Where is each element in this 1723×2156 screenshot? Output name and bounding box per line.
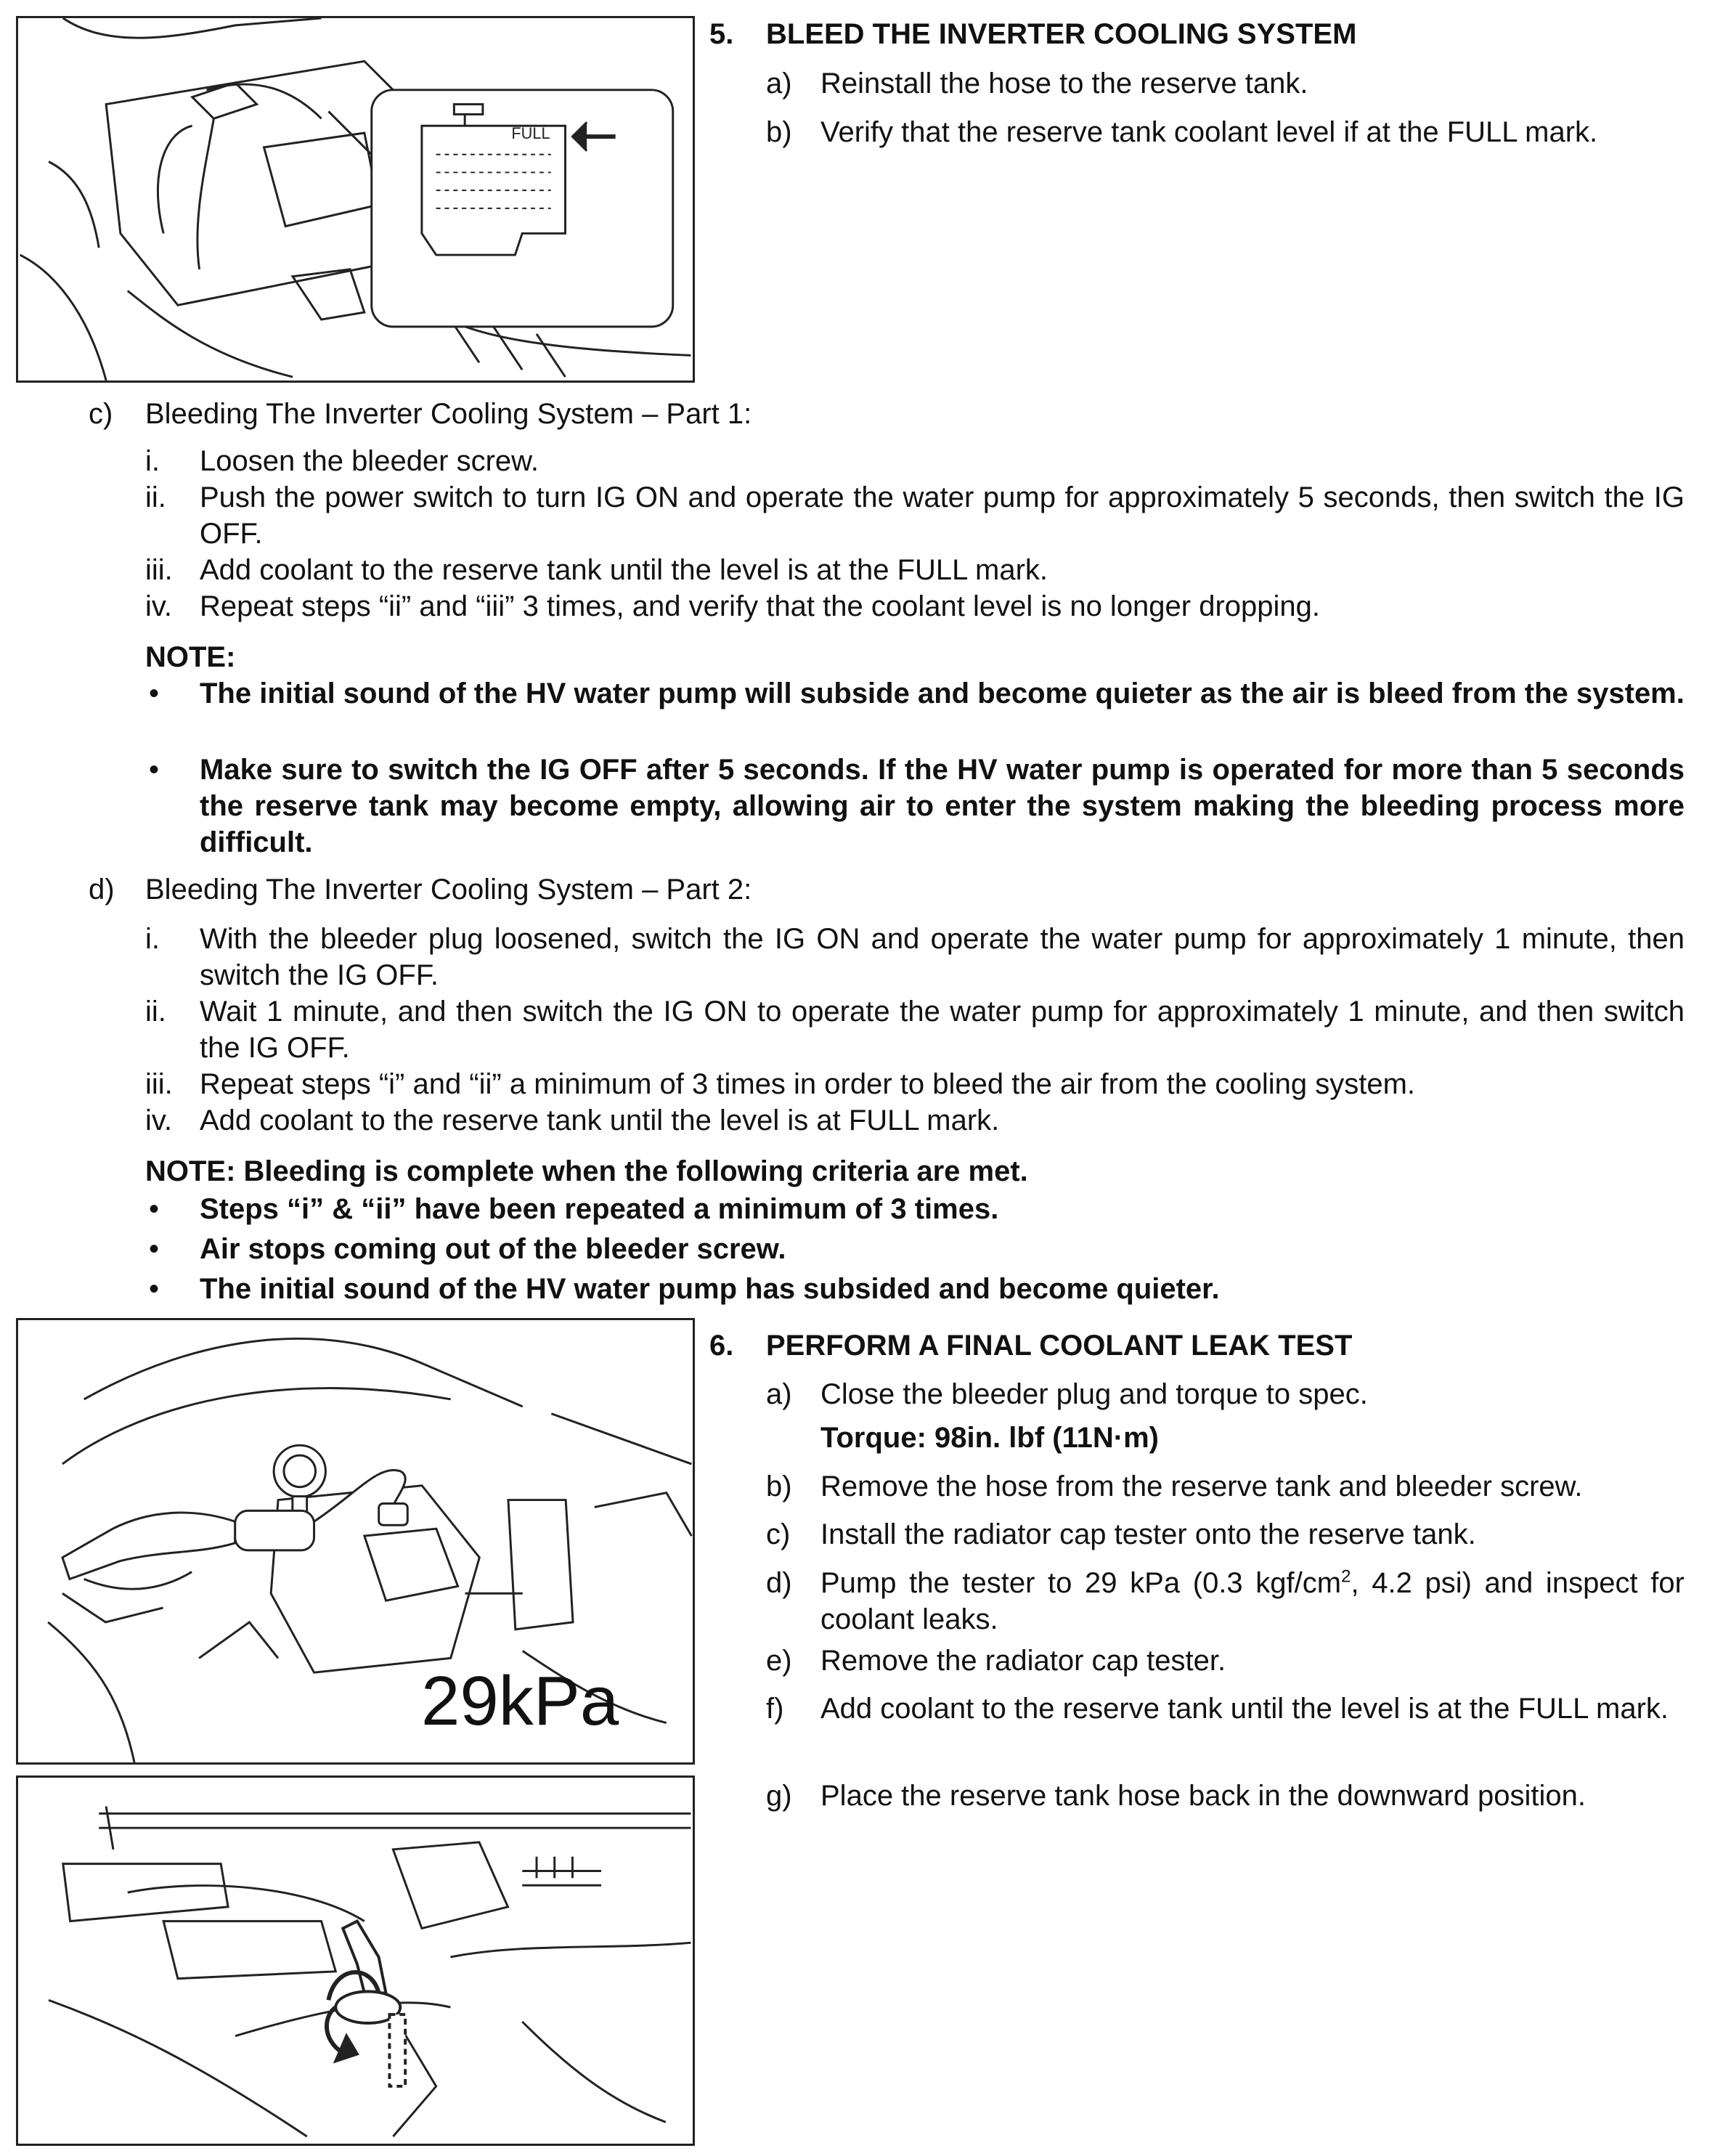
step6-item-g-marker: g) [766,1780,792,1812]
part2-step-iii: Repeat steps “i” and “ii” a minimum of 3 times in order to bleed the air from the cooling system. [200,1068,1416,1100]
part2-step-iv: Add coolant to the reserve tank until the level is at FULL mark. [200,1105,1000,1136]
step5-item-a-marker: a) [766,68,792,99]
part2-note-title: NOTE: Bleeding is complete when the following criteria are met. [145,1155,1028,1187]
bullet-icon: • [149,754,160,786]
pressure-label: 29kPa [421,1662,619,1740]
part1-step-i: Loosen the bleeder screw. [200,445,539,477]
part1-step-iv-marker: iv. [145,590,173,622]
part1-step-i-marker: i. [145,445,160,477]
step6-item-a-marker: a) [766,1378,792,1410]
step6-item-d-pre: Pump the tester to 29 kPa (0.3 kgf/cm [820,1567,1342,1599]
part2-note-3: The initial sound of the HV water pump has subsided and become quieter. [200,1273,1220,1305]
step6-item-c: Install the radiator cap tester onto the reserve tank. [820,1518,1476,1550]
step5-item-a: Reinstall the hose to the reserve tank. [820,68,1308,99]
part1-step-ii: Push the power switch to turn IG ON and operate the water pump for approximately 5 seconds, then switch the IG OFF. [200,481,1685,550]
step6-item-d-sup: 2 [1341,1566,1351,1587]
step6-torque-spec: Torque: 98in. lbf (11N·m) [820,1422,1159,1454]
part2-step-iii-marker: iii. [145,1068,173,1100]
part2-note-1: Steps “i” & “ii” have been repeated a minimum of 3 times. [200,1193,999,1225]
part1-note-2: Make sure to switch the IG OFF after 5 seconds. If the HV water pump is operated for more than 5 seconds the reserve tank may become empty, allowing air to enter the system making the bleeding process more difficult. [200,754,1685,858]
part2-note-2: Air stops coming out of the bleeder screw. [200,1233,786,1265]
engine-bay-illustration [18,18,693,381]
figure-cap-tester [16,1318,695,1765]
step6-title: PERFORM A FINAL COOLANT LEAK TEST [766,1330,1353,1362]
figure-reserve-tank-hose [16,1775,695,2146]
part1-title: Bleeding The Inverter Cooling System – Part 1: [145,398,752,430]
step5-title: BLEED THE INVERTER COOLING SYSTEM [766,18,1357,50]
step6-item-a: Close the bleeder plug and torque to spec. [820,1378,1368,1410]
full-mark-label: FULL [511,124,550,143]
reserve-tank-hose-illustration [18,1778,693,2144]
step6-item-b-marker: b) [766,1470,792,1502]
bullet-icon: • [149,1193,160,1225]
part1-note-title: NOTE: [145,641,236,673]
part2-marker: d) [89,874,115,906]
part1-step-iv: Repeat steps “ii” and “iii” 3 times, and verify that the coolant level is no longer dropping. [200,590,1321,622]
step5-item-b-marker: b) [766,116,792,148]
part1-marker: c) [89,398,113,430]
step6-item-b: Remove the hose from the reserve tank and bleeder screw. [820,1470,1583,1502]
step6-item-e: Remove the radiator cap tester. [820,1645,1226,1677]
part1-note-1: The initial sound of the HV water pump will subside and become quieter as the air is bleed from the system. [200,678,1685,709]
bullet-icon: • [149,1273,160,1305]
step6-item-d-marker: d) [766,1567,792,1599]
bullet-icon: • [149,1233,160,1265]
bullet-icon: • [149,678,160,709]
step6-item-f-marker: f) [766,1693,784,1725]
step6-item-d-post: , 4.2 psi) and inspect for coolant leaks. [820,1567,1685,1635]
step6-item-e-marker: e) [766,1645,792,1677]
part2-step-ii-marker: ii. [145,996,166,1028]
figure-reserve-tank-full [16,16,695,383]
step5-number: 5. [709,18,734,50]
part2-title: Bleeding The Inverter Cooling System – Part 2: [145,874,752,906]
part2-step-ii: Wait 1 minute, and then switch the IG ON to operate the water pump for approximately 1 minute, and then switch the IG OFF. [200,996,1685,1064]
step6-item-f: Add coolant to the reserve tank until the level is at the FULL mark. [820,1693,1669,1725]
part2-step-i: With the bleeder plug loosened, switch the IG ON and operate the water pump for approximately 1 minute, then switch the IG OFF. [200,923,1685,991]
step5-item-b: Verify that the reserve tank coolant level if at the FULL mark. [820,116,1598,148]
step6-number: 6. [709,1330,734,1362]
part2-step-iv-marker: iv. [145,1105,173,1136]
step6-item-d [820,1565,1685,1638]
part1-step-iii: Add coolant to the reserve tank until the level is at the FULL mark. [200,554,1048,586]
part1-step-ii-marker: ii. [145,481,166,513]
part1-step-iii-marker: iii. [145,554,173,586]
part2-step-i-marker: i. [145,923,160,955]
step6-item-g: Place the reserve tank hose back in the downward position. [820,1780,1586,1812]
step6-item-c-marker: c) [766,1518,791,1550]
